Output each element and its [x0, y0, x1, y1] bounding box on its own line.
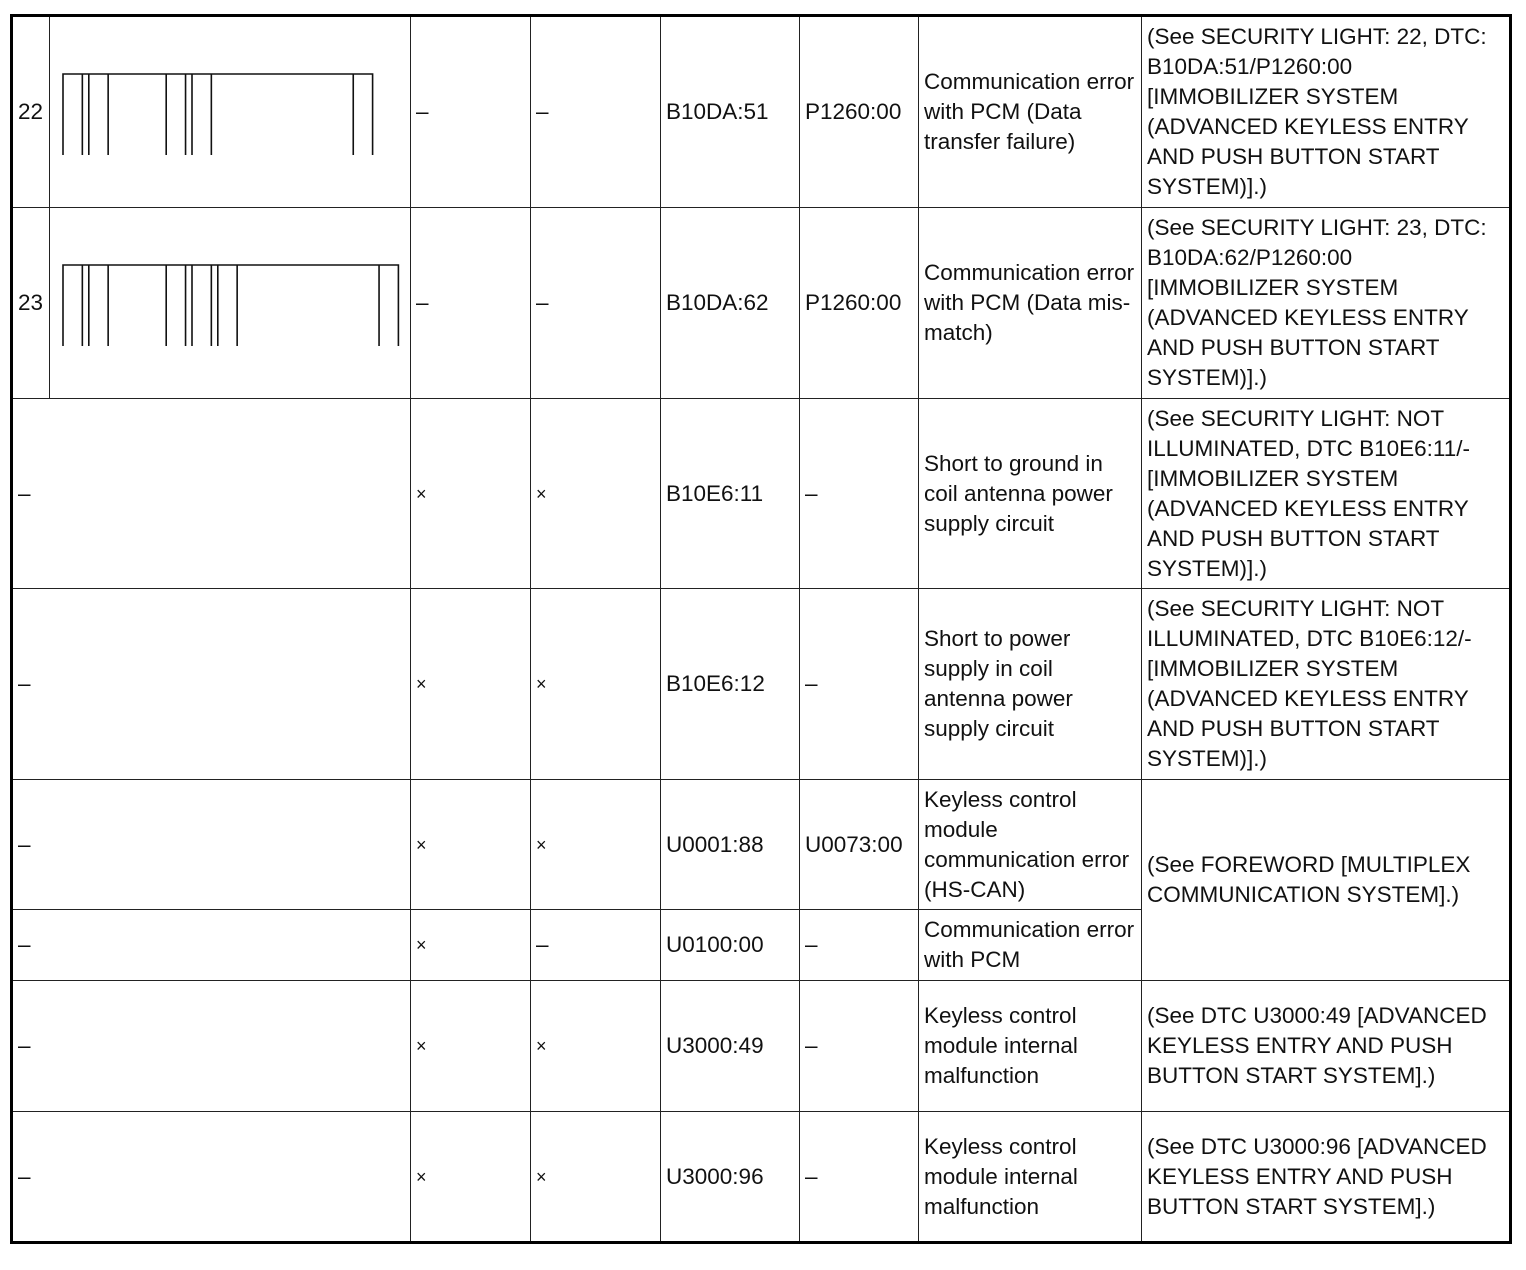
dtc-code-secondary: P1260:00	[800, 16, 919, 208]
table-row	[12, 780, 1511, 910]
row-cell-col3: ×	[411, 589, 531, 780]
dtc-code-primary: B10DA:62	[661, 208, 800, 399]
row-cell-col4: ×	[531, 589, 661, 780]
row-cell-col3: ×	[411, 1112, 531, 1243]
reference-text: (See DTC U3000:96 [ADVANCED KEYLESS ENTRY AND PUSH BUTTON START SYSTEM].)	[1142, 1112, 1511, 1243]
dtc-code-secondary: P1260:00	[800, 208, 919, 399]
security-light-flash-count: –	[12, 910, 411, 981]
dtc-code-secondary: –	[800, 981, 919, 1112]
security-light-flash-count: –	[12, 1112, 411, 1243]
detection-condition: Communication error with PCM (Data transfer failure)	[919, 16, 1142, 208]
table-row	[12, 16, 1511, 208]
row-cell-col4: ×	[531, 981, 661, 1112]
row-cell-col3: –	[411, 16, 531, 208]
row-cell-col4: –	[531, 208, 661, 399]
reference-text: (See SECURITY LIGHT: NOT ILLUMINATED, DTC B10E6:11/- [IMMOBILIZER SYSTEM (ADVANCED KEYLESS ENTRY AND PUSH BUTTON START SYSTEM)].)	[1142, 399, 1511, 589]
dtc-code-secondary: –	[800, 910, 919, 981]
table-row	[12, 208, 1511, 399]
security-light-flash-count: –	[12, 399, 411, 589]
row-cell-col4: ×	[531, 780, 661, 910]
row-cell-col3: ×	[411, 981, 531, 1112]
detection-condition: Communication error with PCM (Data mis-match)	[919, 208, 1142, 399]
dtc-table	[10, 14, 1512, 1244]
waveform-22	[55, 17, 411, 207]
reference-text: (See FOREWORD [MULTIPLEX COMMUNICATION SYSTEM].)	[1142, 780, 1511, 981]
security-light-flash-count: –	[12, 589, 411, 780]
detection-condition: Keyless control module communication error (HS-CAN)	[919, 780, 1142, 910]
row-cell-col3: –	[411, 208, 531, 399]
flash-pattern-waveform	[50, 208, 411, 399]
waveform-pulse-train	[63, 74, 373, 155]
dtc-code-primary: U3000:49	[661, 981, 800, 1112]
reference-text: (See SECURITY LIGHT: NOT ILLUMINATED, DTC B10E6:12/- [IMMOBILIZER SYSTEM (ADVANCED KEYLESS ENTRY AND PUSH BUTTON START SYSTEM)].)	[1142, 589, 1511, 780]
row-cell-col4: ×	[531, 1112, 661, 1243]
table-row	[12, 981, 1511, 1112]
row-cell-col4: ×	[531, 399, 661, 589]
reference-text: (See DTC U3000:49 [ADVANCED KEYLESS ENTRY AND PUSH BUTTON START SYSTEM].)	[1142, 981, 1511, 1112]
row-cell-col3: ×	[411, 910, 531, 981]
row-cell-col4: –	[531, 16, 661, 208]
flash-pattern-waveform	[50, 16, 411, 208]
waveform-pulse-train	[63, 265, 398, 346]
detection-condition: Short to power supply in coil antenna power supply circuit	[919, 589, 1142, 780]
table-row	[12, 399, 1511, 589]
row-cell-col3: ×	[411, 780, 531, 910]
security-light-flash-count: 23	[12, 208, 50, 399]
detection-condition: Keyless control module internal malfunction	[919, 1112, 1142, 1243]
dtc-code-secondary: –	[800, 589, 919, 780]
detection-condition: Keyless control module internal malfunction	[919, 981, 1142, 1112]
security-light-flash-count: 22	[12, 16, 50, 208]
detection-condition: Communication error with PCM	[919, 910, 1142, 981]
detection-condition: Short to ground in coil antenna power supply circuit	[919, 399, 1142, 589]
dtc-code-primary: B10E6:11	[661, 399, 800, 589]
row-cell-col3: ×	[411, 399, 531, 589]
dtc-code-primary: U0001:88	[661, 780, 800, 910]
dtc-code-primary: B10E6:12	[661, 589, 800, 780]
dtc-code-primary: U0100:00	[661, 910, 800, 981]
table-row	[12, 589, 1511, 780]
dtc-code-primary: U3000:96	[661, 1112, 800, 1243]
reference-text: (See SECURITY LIGHT: 22, DTC: B10DA:51/P1260:00 [IMMOBILIZER SYSTEM (ADVANCED KEYLESS ENTRY AND PUSH BUTTON START SYSTEM)].)	[1142, 16, 1511, 208]
dtc-code-secondary: U0073:00	[800, 780, 919, 910]
dtc-code-secondary: –	[800, 1112, 919, 1243]
security-light-flash-count: –	[12, 780, 411, 910]
table-row	[12, 1112, 1511, 1243]
reference-text: (See SECURITY LIGHT: 23, DTC: B10DA:62/P1260:00 [IMMOBILIZER SYSTEM (ADVANCED KEYLESS ENTRY AND PUSH BUTTON START SYSTEM)].)	[1142, 208, 1511, 399]
dtc-code-secondary: –	[800, 399, 919, 589]
security-light-flash-count: –	[12, 981, 411, 1112]
waveform-23	[55, 208, 411, 398]
row-cell-col4: –	[531, 910, 661, 981]
dtc-code-primary: B10DA:51	[661, 16, 800, 208]
